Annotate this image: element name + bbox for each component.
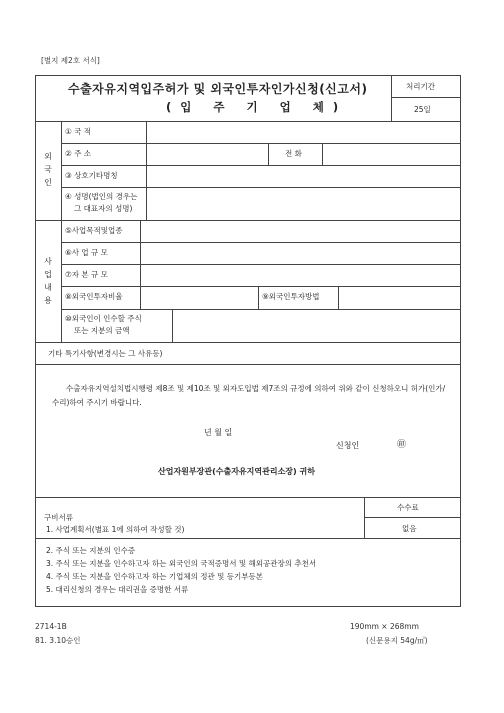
foreigner-section-label: 외국인 [44,152,52,187]
form-code: [별지 제2호 서식] [41,56,100,65]
document-item-4: 4. 주식 또는 지분을 인수하고자 하는 기업체의 정관 및 등기부등본 [46,572,263,581]
other-notes-label: 기타 특기사항(변경시는 그 사유등) [48,349,163,358]
processing-period-label: 처리기간 [406,82,435,91]
representative-name-label-1: ④ 성명(법인의 경우는 [65,192,138,201]
investment-method-label: ⑨외국인투자방법 [262,292,320,301]
company-name-label: ③ 상호기타명칭 [65,171,118,180]
document-item-5: 5. 대리신청의 경우는 대리권을 증명한 서류 [46,585,189,594]
document-item-3: 3. 주식 또는 지분을 인수하고자 하는 외국인의 국적증명서 및 해외공관장의 추천서 [46,559,317,568]
footer-code: 2714-1B [35,622,67,631]
business-type-label: ⑤사업목적및업종 [65,226,123,235]
form-subtitle: (입 주 기 업 체) [166,100,348,114]
nationality-label: ① 국 적 [65,127,91,136]
representative-name-label-2: 그 대표자의 성명) [74,204,133,213]
addressee: 산업자원부장관(수출자유지역관리소장) 귀하 [158,467,315,476]
declaration-text: 수출자유지역설치법시행령 제8조 및 제10조 및 외자도입법 제7조의 규정에 의하여 위와 같이 신청하오니 허가(인가/수리)하여 주시기 바랍니다. [52,384,446,407]
processing-period-value: 25일 [414,105,431,114]
fee-value: 없음 [402,524,417,533]
footer-approval: 81. 3.10승인 [35,636,81,645]
seal-mark: ㊞ [397,440,407,450]
document-item-2: 2. 주식 또는 지분의 인수증 [46,546,136,555]
footer-size: 190mm × 268mm [350,622,419,631]
phone-label: 전 화 [285,149,302,158]
document-item-1: 1. 사업계획서(별표 1에 의하여 작성할 것) [46,525,185,534]
applicant-label: 신청인 [336,441,360,450]
fee-label: 수수료 [397,503,419,512]
footer-paper: (신문용지 54g/㎡) [366,636,428,645]
business-scale-label: ⑥사 업 규 모 [65,248,108,257]
address-label: ② 주 소 [65,149,91,158]
investment-ratio-label: ⑧외국인투자비율 [65,292,123,301]
form-title: 수출자유지역입주허가 및 외국인투자인가신청(신고서) [68,82,368,96]
business-section-label: 사업내용 [44,257,52,305]
documents-heading: 구비서류 [44,513,73,522]
capital-scale-label: ⑦자 본 규 모 [65,270,108,279]
shares-amount-label-1: ⑩외국인이 인수할 주식 [65,314,142,323]
date-line: 년 월 일 [204,428,233,437]
shares-amount-label-2: 또는 지분의 금액 [74,326,130,335]
